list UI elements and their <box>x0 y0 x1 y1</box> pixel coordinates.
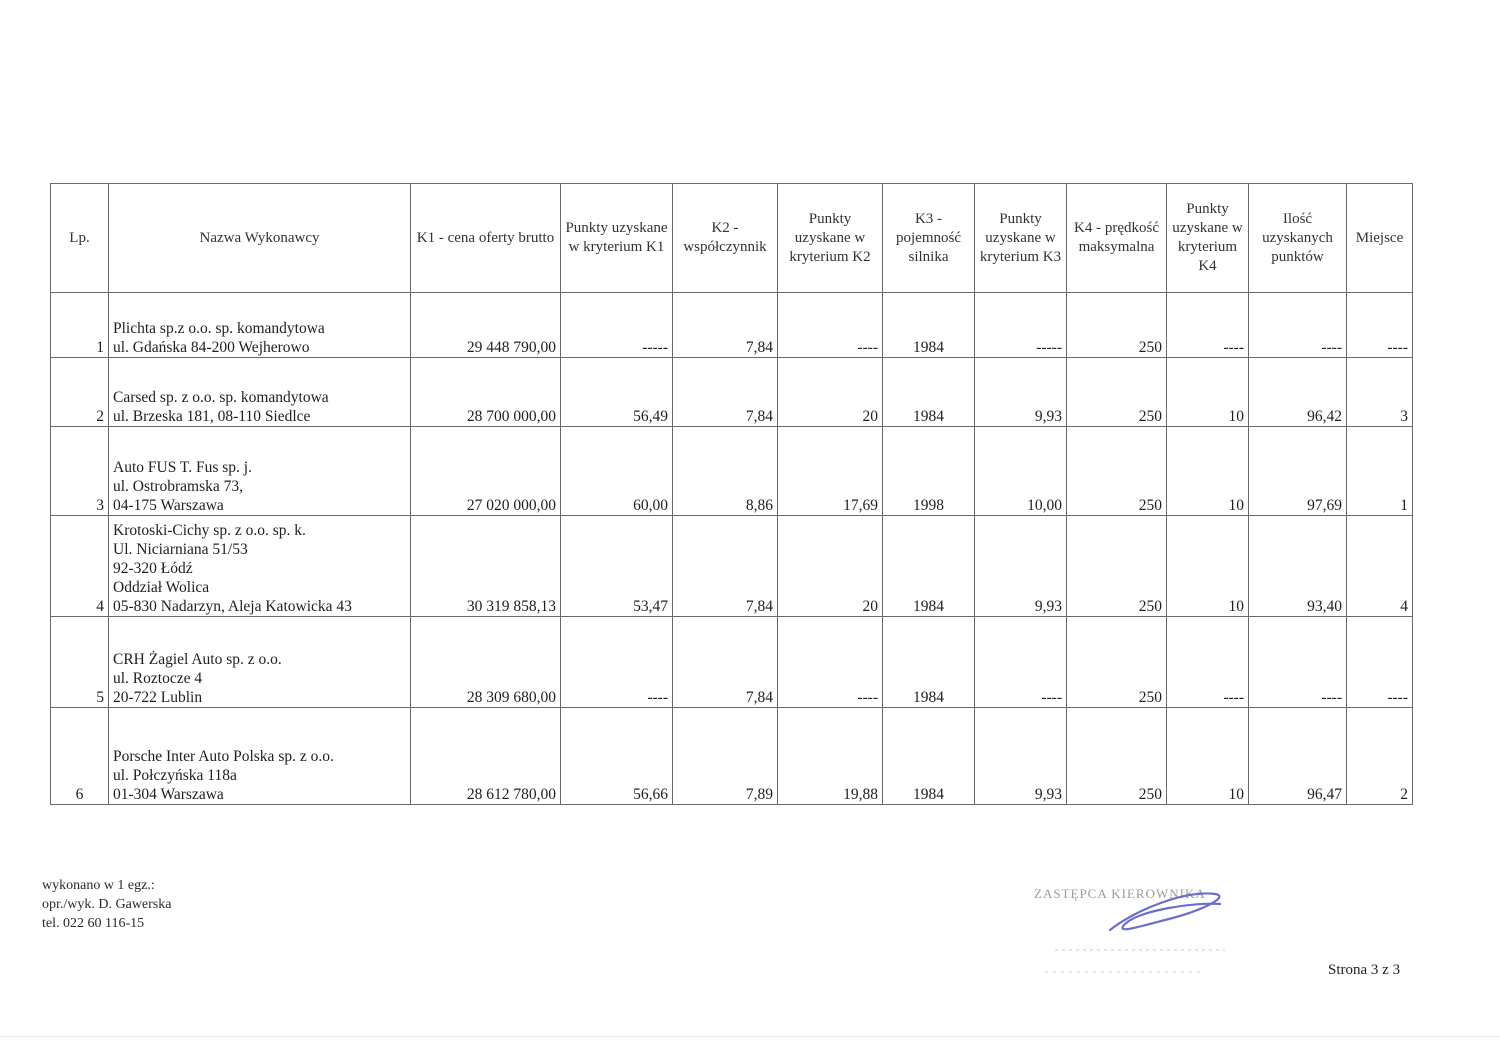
header-k3: K3 - pojemność silnika <box>883 184 975 293</box>
header-pk1: Punkty uzyskane w kryterium K1 <box>561 184 673 293</box>
cell-lp: 4 <box>51 516 109 617</box>
cell-pk2: ---- <box>778 617 883 708</box>
cell-contractor-name <box>109 293 411 358</box>
cell-k2: 8,86 <box>673 427 778 516</box>
cell-k3: 1984 <box>883 293 975 358</box>
stamp-text: ZASTĘPCA KIEROWNIKA <box>1034 886 1206 901</box>
cell-k4: 250 <box>1067 516 1167 617</box>
cell-pk1: 56,49 <box>561 358 673 427</box>
cell-place: 2 <box>1347 708 1413 805</box>
cell-k1-price: 28 309 680,00 <box>411 617 561 708</box>
name-line: CRH Żagiel Auto sp. z o.o. <box>113 651 282 668</box>
header-lp: Lp. <box>51 184 109 293</box>
cell-pk4: 10 <box>1167 427 1249 516</box>
footer-author: opr./wyk. D. Gawerska <box>42 897 172 912</box>
header-k1: K1 - cena oferty brutto <box>411 184 561 293</box>
name-line: Porsche Inter Auto Polska sp. z o.o. <box>113 748 334 765</box>
cell-k1-price: 28 700 000,00 <box>411 358 561 427</box>
cell-k2: 7,89 <box>673 708 778 805</box>
cell-k1-price: 29 448 790,00 <box>411 293 561 358</box>
header-pk3: Punkty uzyskane w kryterium K3 <box>975 184 1067 293</box>
cell-k1-price: 28 612 780,00 <box>411 708 561 805</box>
cell-pk2: 17,69 <box>778 427 883 516</box>
cell-lp: 3 <box>51 427 109 516</box>
name-line: Krotoski-Cichy sp. z o.o. sp. k. <box>113 522 306 539</box>
cell-k3: 1984 <box>883 617 975 708</box>
table-row <box>51 708 1413 805</box>
cell-lp: 5 <box>51 617 109 708</box>
footer-note <box>42 876 171 933</box>
header-total: Ilość uzyskanych punktów <box>1249 184 1347 293</box>
cell-k3: 1984 <box>883 708 975 805</box>
name-line: 20-722 Lublin <box>113 689 203 706</box>
cell-contractor-name <box>109 617 411 708</box>
name-line: 04-175 Warszawa <box>113 497 224 514</box>
name-line: Ul. Niciarniana 51/53 <box>113 541 248 558</box>
cell-total: ---- <box>1249 617 1347 708</box>
cell-pk3: 9,93 <box>975 708 1067 805</box>
cell-total: 93,40 <box>1249 516 1347 617</box>
cell-k2: 7,84 <box>673 516 778 617</box>
cell-total: 96,42 <box>1249 358 1347 427</box>
name-line: ul. Ostrobramska 73, <box>113 478 244 495</box>
cell-lp: 1 <box>51 293 109 358</box>
name-line: ul. Roztocze 4 <box>113 670 203 687</box>
cell-place: 4 <box>1347 516 1413 617</box>
cell-contractor-name <box>109 427 411 516</box>
results-table <box>50 183 1413 805</box>
cell-k3: 1984 <box>883 358 975 427</box>
name-line: ul. Połczyńska 118a <box>113 767 237 784</box>
cell-pk3: 9,93 <box>975 516 1067 617</box>
cell-pk2: 20 <box>778 516 883 617</box>
cell-pk3: 10,00 <box>975 427 1067 516</box>
cell-pk4: ---- <box>1167 293 1249 358</box>
name-line: Carsed sp. z o.o. sp. komandytowa <box>113 389 329 406</box>
cell-k3: 1998 <box>883 427 975 516</box>
name-line: ul. Gdańska 84-200 Wejherowo <box>113 339 310 356</box>
cell-k2: 7,84 <box>673 293 778 358</box>
cell-k4: 250 <box>1067 293 1167 358</box>
header-pk2: Punkty uzyskane w kryterium K2 <box>778 184 883 293</box>
header-name: Nazwa Wykonawcy <box>109 184 411 293</box>
cell-pk2: ---- <box>778 293 883 358</box>
cell-total: ---- <box>1249 293 1347 358</box>
header-k2: K2 - współczynnik <box>673 184 778 293</box>
cell-k1-price: 30 319 858,13 <box>411 516 561 617</box>
cell-k4: 250 <box>1067 708 1167 805</box>
cell-contractor-name <box>109 516 411 617</box>
table-row <box>51 358 1413 427</box>
cell-place: ---- <box>1347 617 1413 708</box>
header-pk4: Punkty uzyskane w kryterium K4 <box>1167 184 1249 293</box>
name-line: Auto FUS T. Fus sp. j. <box>113 459 252 476</box>
cell-k2: 7,84 <box>673 358 778 427</box>
cell-k3: 1984 <box>883 516 975 617</box>
cell-k4: 250 <box>1067 427 1167 516</box>
name-line: Oddział Wolica <box>113 579 210 596</box>
table-header-row <box>51 184 1413 293</box>
page-number: Strona 3 z 3 <box>1328 962 1401 978</box>
cell-pk3: ----- <box>975 293 1067 358</box>
cell-pk1: 60,00 <box>561 427 673 516</box>
cell-k4: 250 <box>1067 358 1167 427</box>
table-row <box>51 293 1413 358</box>
cell-pk1: ----- <box>561 293 673 358</box>
cell-place: 3 <box>1347 358 1413 427</box>
cell-contractor-name <box>109 708 411 805</box>
cell-pk2: 19,88 <box>778 708 883 805</box>
table-row <box>51 617 1413 708</box>
cell-pk1: 53,47 <box>561 516 673 617</box>
footer-copies: wykonano w 1 egz.: <box>42 878 155 893</box>
table-row <box>51 427 1413 516</box>
cell-pk4: 10 <box>1167 708 1249 805</box>
cell-pk4: ---- <box>1167 617 1249 708</box>
cell-k2: 7,84 <box>673 617 778 708</box>
name-line: ul. Brzeska 181, 08-110 Siedlce <box>113 408 311 425</box>
cell-total: 96,47 <box>1249 708 1347 805</box>
cell-lp: 2 <box>51 358 109 427</box>
cell-k4: 250 <box>1067 617 1167 708</box>
name-line: 92-320 Łódź <box>113 560 193 577</box>
page-bottom-edge <box>0 1036 1500 1037</box>
name-line: 05-830 Nadarzyn, Aleja Katowicka 43 <box>113 598 352 615</box>
table-row <box>51 516 1413 617</box>
cell-place: 1 <box>1347 427 1413 516</box>
header-place: Miejsce <box>1347 184 1413 293</box>
cell-pk2: 20 <box>778 358 883 427</box>
cell-pk4: 10 <box>1167 358 1249 427</box>
cell-pk3: 9,93 <box>975 358 1067 427</box>
cell-place: ---- <box>1347 293 1413 358</box>
footer-phone: tel. 022 60 116-15 <box>42 916 145 931</box>
header-k4: K4 - prędkość maksymalna <box>1067 184 1167 293</box>
cell-pk4: 10 <box>1167 516 1249 617</box>
cell-pk1: 56,66 <box>561 708 673 805</box>
cell-pk1: ---- <box>561 617 673 708</box>
cell-lp: 6 <box>51 708 109 805</box>
cell-k1-price: 27 020 000,00 <box>411 427 561 516</box>
cell-contractor-name <box>109 358 411 427</box>
signature-stamp <box>1015 880 1265 990</box>
cell-total: 97,69 <box>1249 427 1347 516</box>
cell-pk3: ---- <box>975 617 1067 708</box>
name-line: 01-304 Warszawa <box>113 786 224 803</box>
name-line: Plichta sp.z o.o. sp. komandytowa <box>113 320 325 337</box>
